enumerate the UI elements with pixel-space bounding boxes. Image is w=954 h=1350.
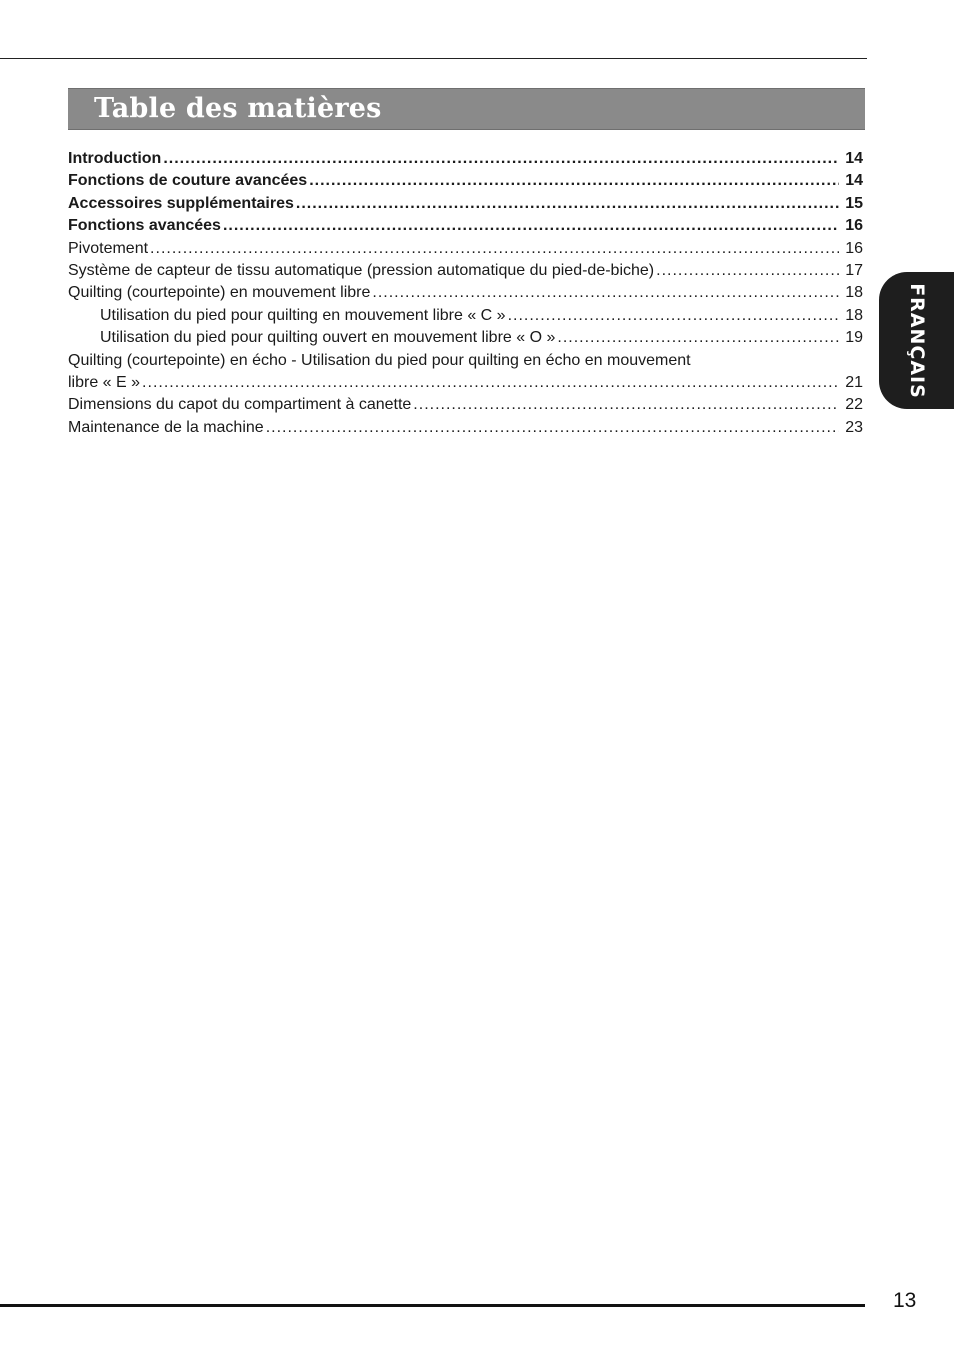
toc-entry-page: 18 — [845, 284, 863, 302]
language-tab — [879, 272, 954, 409]
toc-entry-capteur-tissu[interactable] — [68, 260, 863, 282]
toc-entry-label-line1: Quilting (courtepointe) en écho - Utilisation du pied pour quilting en écho en mouvement — [68, 351, 691, 369]
toc-entry-introduction[interactable] — [68, 148, 863, 170]
toc-entry-label: Pivotement — [68, 239, 149, 257]
toc-entry-page: 22 — [845, 396, 863, 414]
toc-dot-leader — [656, 260, 839, 282]
toc-dot-leader — [296, 193, 839, 215]
toc-dot-leader — [142, 372, 839, 394]
toc-entry-label: Utilisation du pied pour quilting en mouvement libre « C » — [100, 306, 506, 324]
toc-entry-label: Utilisation du pied pour quilting ouvert en mouvement libre « O » — [100, 329, 556, 347]
toc-entry-page: 18 — [845, 306, 863, 324]
toc-dot-leader — [223, 215, 839, 237]
toc-entry-accessoires[interactable] — [68, 193, 863, 215]
title-bar — [68, 88, 865, 130]
toc-entry-page: 21 — [845, 374, 863, 392]
toc-entry-page: 14 — [845, 172, 863, 190]
toc-entry-label: Quilting (courtepointe) en mouvement libre — [68, 284, 371, 302]
page-title: Table des matières — [94, 93, 382, 124]
toc-dot-leader — [309, 170, 839, 192]
toc-entry-page: 17 — [845, 262, 863, 280]
toc-entry-page: 14 — [845, 150, 863, 167]
language-tab-label: FRANÇAIS — [905, 282, 928, 399]
toc-entry-pivotement[interactable] — [68, 238, 863, 260]
toc-entry-page: 15 — [845, 194, 863, 212]
toc-dot-leader — [557, 327, 839, 349]
toc-entry-label: Système de capteur de tissu automatique (pression automatique du pied-de-biche) — [68, 262, 655, 280]
toc-entry-dimensions-capot[interactable] — [68, 394, 863, 416]
toc-dot-leader — [150, 238, 839, 260]
toc-dot-leader — [163, 148, 839, 170]
toc-dot-leader — [508, 305, 839, 327]
toc-entry-label: Maintenance de la machine — [68, 418, 264, 436]
toc-entry-fonctions-couture[interactable] — [68, 170, 863, 192]
toc-entry-label: Accessoires supplémentaires — [68, 194, 294, 212]
toc-dot-leader — [266, 417, 839, 439]
toc-entry-label: Introduction — [68, 150, 162, 167]
top-rule — [0, 58, 867, 59]
toc-entry-page: 16 — [845, 239, 863, 257]
toc-entry-quilting-echo[interactable] — [68, 350, 863, 395]
table-of-contents — [68, 148, 863, 439]
toc-entry-pied-o[interactable] — [68, 327, 863, 349]
bottom-rule — [0, 1304, 865, 1307]
toc-entry-label: libre « E » — [68, 374, 141, 392]
toc-dot-leader — [413, 394, 839, 416]
toc-entry-page: 16 — [845, 217, 863, 235]
toc-entry-label: Fonctions avancées — [68, 217, 221, 235]
toc-entry-page: 23 — [845, 418, 863, 436]
toc-dot-leader — [372, 282, 839, 304]
toc-entry-page: 19 — [845, 329, 863, 347]
toc-entry-pied-c[interactable] — [68, 305, 863, 327]
page-number: 13 — [893, 1289, 917, 1312]
toc-entry-fonctions-avancees[interactable] — [68, 215, 863, 237]
toc-entry-quilting-mouvement-libre[interactable] — [68, 282, 863, 304]
toc-entry-label: Dimensions du capot du compartiment à canette — [68, 396, 412, 414]
toc-entry-label: Fonctions de couture avancées — [68, 172, 308, 190]
toc-entry-maintenance[interactable] — [68, 417, 863, 439]
